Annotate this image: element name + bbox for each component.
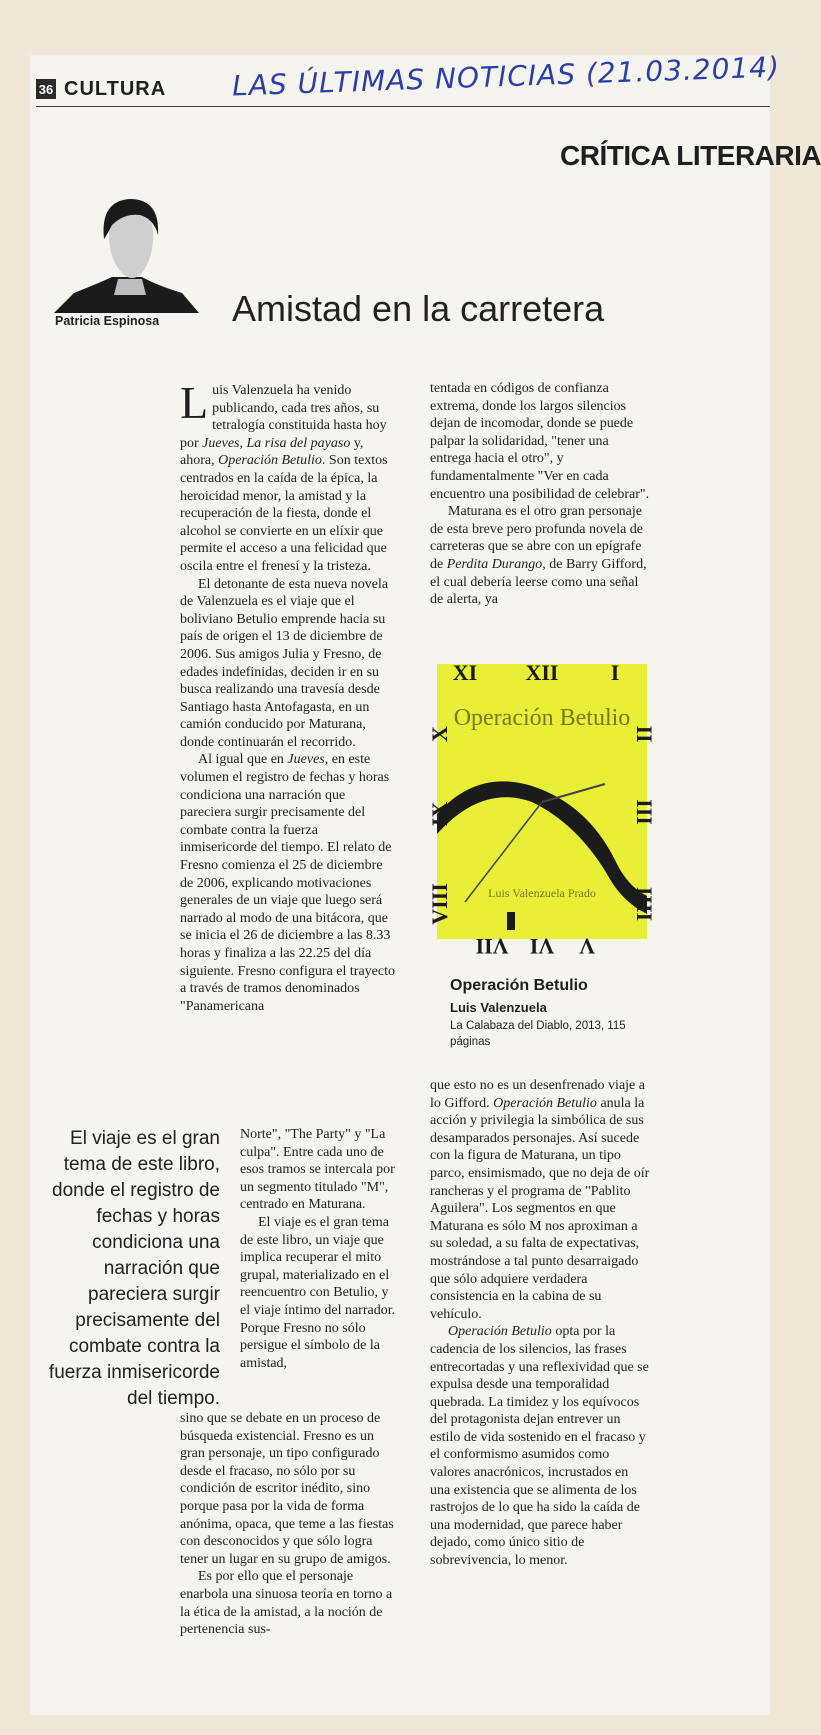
paragraph: tentada en códigos de confianza extrema, donde los largos silencios dejan de incomodar, donde se puede palpar la solidaridad, "tener una entrega hacia el otro", y fundamentalmente "Ver en cada encuentro una posibilidad de celebrar". xyxy=(430,381,650,502)
paragraph xyxy=(430,1077,650,1323)
cover-numeral: II xyxy=(632,725,657,743)
section-header xyxy=(36,74,166,104)
text: . Son textos centrados en la caída de la épica, la heroicidad menor, la amistad y la recuperación de la fiesta, donde el alcohol se convierte en un elíxir que permite el acceso a una felicidad que oscila entre el frenesí y la tristeza. xyxy=(180,453,388,574)
book-cover xyxy=(427,660,657,959)
text: , en este volumen el registro de fechas y horas condiciona una narración que pareciera surgir precisamente del combate contra la fuerza inmisericorde del tiempo. El relato de Fresno comienza el 25 de diciembre de 2006, explicando motivaciones generales de un viaje que luego será narrado al modo de una bitácora, que se inicia el 26 de diciembre a las 8.33 horas y finaliza a las 22.25 del día siguiente. Fresno configura el trayecto a través de tramos denominados "Panamericana xyxy=(180,752,395,1014)
author-portrait xyxy=(54,195,199,313)
article-column-1-wrap xyxy=(240,1126,398,1372)
cover-title: Operación Betulio xyxy=(453,705,631,731)
article-column-1 xyxy=(180,377,395,1015)
book-title: Operación Betulio xyxy=(448,1324,552,1340)
cover-numeral: VII xyxy=(475,934,509,959)
article-column-2 xyxy=(430,380,650,609)
text: Al igual que en xyxy=(198,752,288,768)
book-title: Jueves xyxy=(202,435,240,451)
paragraph: El detonante de esta nueva novela de Valenzuela es el viaje que el boliviano Betulio emprende hacia su país de origen el 13 de diciembre de 2006. Sus amigos Julia y Fresno, de edades indefinidas, deciden ir en su busca realizando una travesía desde Santiago hasta Antofagasta, en un camión conducido por Maturana, donde continuarán el recorrido. xyxy=(180,576,389,750)
kicker-label: CRÍTICA LITERARIA xyxy=(560,140,821,171)
book-title: La risa del payaso xyxy=(246,435,351,451)
book-title: Perdita Durango xyxy=(446,556,543,572)
article-column-3 xyxy=(430,1077,650,1570)
cover-numeral: VI xyxy=(529,934,555,959)
headline: Amistad en la carretera xyxy=(232,288,605,329)
text: , de Barry Gifford, el cual debería leerse como una señal de alerta, ya xyxy=(430,556,647,608)
cover-numeral: I xyxy=(610,660,620,685)
paragraph xyxy=(180,751,395,1015)
paragraph xyxy=(180,377,395,576)
cover-author: Luis Valenzuela Prado xyxy=(488,886,596,900)
header-rule xyxy=(36,106,770,107)
cover-numeral: XII xyxy=(525,660,559,685)
article-column-1-bottom xyxy=(180,1410,395,1639)
paragraph xyxy=(430,503,650,609)
text: opta por la cadencia de los silencios, las frases entrecortadas y una reflexividad que se expulsa desde una temporalidad quebrada. La timidez y los equívocos del protagonista dejan entrever un estilo de vida sostenido en el fracaso y el conformismo asumidos como valores anacrónicos, incrustados en una existencia que se alimenta de los rastrojos de lo que ha sido la caída de una modernidad, que parece haber dejado, como único sitio de sobrevivencia, lo menor. xyxy=(430,1324,649,1569)
page-number: 36 xyxy=(36,79,56,99)
book-title: Operación Betulio xyxy=(450,977,588,994)
paragraph: Es por ello que el personaje enarbola una sinuosa teoría en torno a la ética de la amistad, a la noción de pertenencia sus- xyxy=(180,1569,393,1638)
book-publisher: La Calabaza del Diablo, 2013, 115 páginas xyxy=(450,1020,626,1048)
cover-numeral: XI xyxy=(452,660,478,685)
handwritten-source-note: LAS ÚLTIMAS NOTICIAS (21.03.2014) xyxy=(231,50,781,103)
byline: Patricia Espinosa xyxy=(55,314,160,328)
cover-numeral: VIII xyxy=(427,883,452,925)
paragraph: sino que se debate en un proceso de búsqueda existencial. Fresno es un gran personaje, un tipo configurado desde el fracaso, no sólo por su condición de escritor inédito, sino porque pasa por la vida de forma anónima, opaca, que teme a las fiestas con desconocidos y que sólo logra tener un lugar en su grupo de amigos. xyxy=(180,1411,394,1567)
cover-numeral: III xyxy=(632,799,657,825)
drop-cap: L xyxy=(180,377,209,428)
book-title: Operación Betulio xyxy=(493,1095,597,1111)
book-title: Jueves xyxy=(287,752,325,768)
cover-numeral: V xyxy=(579,934,595,959)
paragraph: El viaje es el gran tema de este libro, un viaje que implica recuperar el mito grupal, materializado en el reencuentro con Betulio, y el viaje íntimo del narrador. Porque Fresno no sólo persigue el símbolo de la amistad, xyxy=(240,1214,396,1371)
text: y, ahora, xyxy=(180,435,364,469)
text: , xyxy=(239,435,247,451)
paragraph: Norte", "The Party" y "La culpa". Entre cada uno de esos tramos se intercala por un segmento titulado "M", centrado en Maturana. xyxy=(240,1127,395,1213)
cover-numeral: IX xyxy=(427,801,452,827)
text: que esto no es un desenfrenado viaje a lo Gifford. xyxy=(430,1078,645,1111)
text: anula la acción y privilegia la simbólica de sus desamparados personajes. Así sucede con la figura de Maturana, un tipo parco, ensimismado, que no deja de oír rancheras y el programa de "Pablito Aguilera". Los segmentos en que Maturana es sólo M nos aproximan a su soledad, a su falta de expectativas, mostrándose a tal punto desarraigado que sólo adquiere verdadera consistencia en la cabina de su vehículo. xyxy=(430,1095,650,1322)
book-author: Luis Valenzuela xyxy=(450,1000,547,1015)
text: Maturana es el otro gran personaje de esta breve pero profunda novela de carreteras que se abre con un epígrafe de xyxy=(430,504,644,572)
cover-numeral: X xyxy=(427,726,452,742)
cover-numeral: IIII xyxy=(632,886,657,922)
book-title: Operación Betulio xyxy=(218,453,322,469)
paragraph xyxy=(430,1323,650,1569)
section-name: CULTURA xyxy=(64,77,167,100)
pull-quote: El viaje es el gran tema de este libro, donde el registro de fechas y horas condiciona una narración que pareciera surgir precisamente del combate contra la fuerza inmisericorde del tiempo. xyxy=(48,1128,220,1409)
text: uis Valenzuela ha venido publicando, cada tres años, su tetralogía constituida hasta hoy por xyxy=(180,383,387,451)
